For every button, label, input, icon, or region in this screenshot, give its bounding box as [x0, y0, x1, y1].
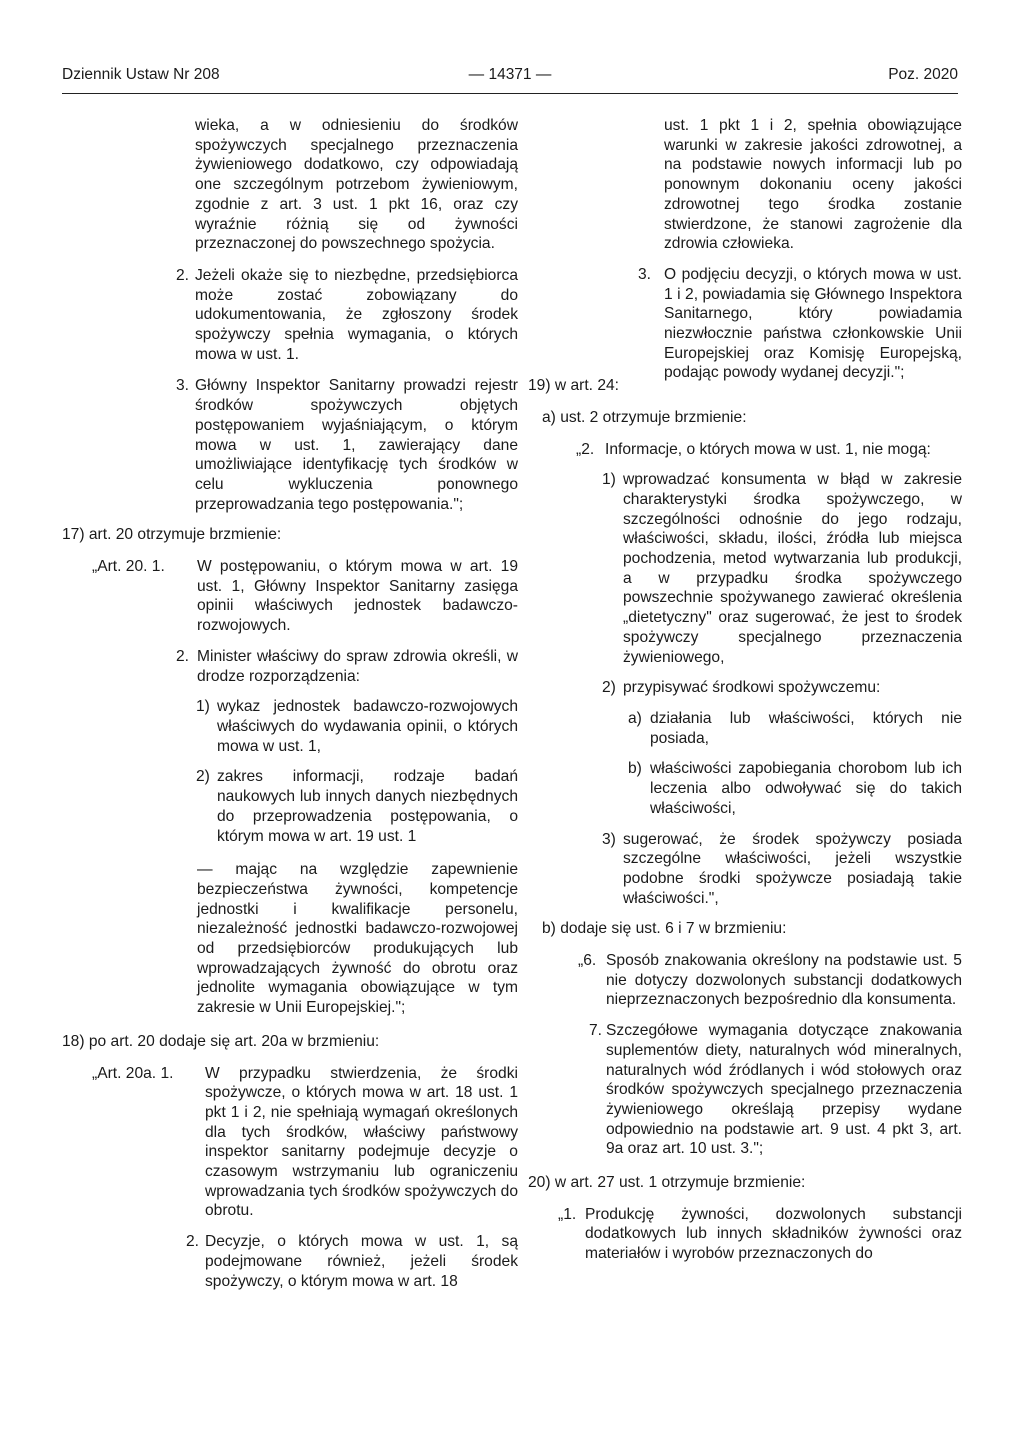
paragraph-number: 3. [176, 377, 190, 395]
item-heading: 20) w art. 27 ust. 1 otrzymuje brzmienie: [528, 1174, 806, 1192]
point-number: 3) [602, 830, 616, 848]
point-number: 2) [602, 679, 616, 697]
header-rule [62, 93, 958, 94]
ust-2-point-2 [528, 678, 962, 698]
art-20-paragraph-2 [62, 647, 518, 686]
letter-text: działania lub właściwości, których nie posiada, [650, 709, 962, 747]
paragraph-3 [62, 376, 518, 514]
right-column [528, 116, 962, 1275]
paragraph-2 [62, 266, 518, 365]
ust-7 [528, 1021, 962, 1159]
item-heading: 18) po art. 20 dodaje się art. 20a w brzmieniu: [62, 1032, 380, 1050]
paragraph-text: W przypadku stwierdzenia, że środki spożywcze, o których mowa w art. 18 ust. 1 pkt 1 i 2, nie spełniają wymagań określonych dla tych środków, właściwy państwowy inspektor sanitarny podejmuje decyzje o czasowym wstrzymaniu lub ograniczeniu wprowadzania tych środków spożywczych do obrotu. [205, 1064, 518, 1220]
position-number: Poz. 2020 [888, 66, 958, 83]
paragraph-text: O podjęciu decyzji, o których mowa w ust. 1 i 2, powiadamia się Głównego Inspektora Sanitarnego, który powiadamia niezwłocznie państwa członkowskie Unii Europejskiej oraz Komisję Europejską, podając powody wydanej decyzji."; [664, 265, 962, 382]
point-text: wykaz jednostek badawczo-rozwojowych właściwych do wydawania opinii, o których mowa w ust. 1, [217, 698, 518, 755]
paragraph-text: — mając na względzie zapewnienie bezpieczeństwa żywności, kompetencje jednostki i kwalifikacje personelu, niezależność jednostki badawczo-rozwojowej od przedsiębiorców produkujących lub wprowadzających żywność do obrotu oraz jednolite wymagania obowiązujące w tym zakresie w Unii Europejskiej."; [197, 861, 518, 1017]
page-number: — 14371 — [468, 66, 552, 83]
amendment-item-18 [62, 1032, 518, 1052]
ust-2-point-1 [528, 470, 962, 667]
point-text: zakres informacji, rodzaje badań naukowych lub innych danych niezbędnych do przeprowadzenia postępowania, o którym mowa w art. 19 ust. 1 [217, 768, 518, 845]
art-20a-paragraph-1 [62, 1064, 518, 1222]
art-27-ust-1 [528, 1205, 962, 1264]
art-20a-paragraph-2 [62, 1232, 518, 1291]
point-number: 1) [196, 698, 210, 716]
item-heading: 19) w art. 24: [528, 377, 620, 395]
paragraph-text: W postępowaniu, o którym mowa w art. 19 ust. 1, Główny Inspektor Sanitarny zasięga opinii właściwych jednostek badawczo-rozwojowych. [197, 558, 518, 635]
journal-title: Dziennik Ustaw Nr 208 [62, 66, 220, 83]
paragraph-text: wieka, a w odniesieniu do środków spożywczych specjalnego przeznaczenia żywieniowego dodatkowo, czy odpowiadają one szczególnym potrzebom żywieniowym, zgodnie z art. 3 ust. 1 pkt 16, oraz czy wyraźnie różnią się od żywności przeznaczonej do powszechnego spożycia. [195, 117, 518, 253]
ust-2-point-2a [528, 709, 962, 748]
article-number: „Art. 20a. 1. [92, 1064, 174, 1082]
item-heading: 17) art. 20 otrzymuje brzmienie: [62, 526, 282, 544]
paragraph-number: „1. [558, 1205, 577, 1223]
art-20-point-1 [62, 697, 518, 756]
page-header [62, 66, 958, 88]
continued-paragraph [528, 116, 962, 254]
art-20-paragraph-1 [62, 557, 518, 636]
article-number: „Art. 20. 1. [92, 558, 165, 576]
paragraph-number: 7. [589, 1022, 603, 1040]
ust-6 [528, 951, 962, 1010]
sub-item-heading: b) dodaje się ust. 6 i 7 w brzmieniu: [542, 920, 787, 938]
paragraph-3 [528, 265, 962, 383]
item-19a [528, 408, 962, 428]
paragraph-number: 2. [186, 1233, 200, 1251]
paragraph-number: „2. [576, 440, 595, 458]
paragraph-text: Szczegółowe wymagania dotyczące znakowania suplementów diety, naturalnych wód mineralnych, naturalnych wód źródlanych i wód stołowych oraz środków spożywczych specjalnego przeznaczenia żywieniowego określają przepisy wydane odpowiednio na podstawie art. 9 ust. 4 pkt 3, art. 9a oraz art. 10 ust. 3."; [606, 1022, 962, 1158]
left-column [62, 116, 518, 1302]
paragraph-number: „6. [578, 952, 597, 970]
point-number: 1) [602, 471, 616, 489]
paragraph-text: ust. 1 pkt 1 i 2, spełnia obowiązujące warunki w zakresie jakości zdrowotnej, a na podstawie nowych informacji lub po ponownym dokonaniu oceny jakości zdrowotnej tego środka zostanie stwierdzone, że stanowi zagrożenie dla zdrowia człowieka. [664, 117, 962, 253]
letter-text: właściwości zapobiegania chorobom lub ich leczenia albo odwoływać się do takich właściwości, [650, 760, 962, 817]
ust-2-point-3 [528, 830, 962, 909]
paragraph-text: Jeżeli okaże się to niezbędne, przedsiębiorca może zostać zobowiązany do udokumentowania, że zgłoszony środek spożywczy spełnia wymagania, o których mowa w ust. 1. [195, 266, 518, 363]
continued-paragraph [62, 116, 518, 254]
letter-number: b) [628, 760, 642, 778]
art-20-point-2 [62, 767, 518, 846]
paragraph-number: 2. [176, 647, 190, 665]
paragraph-text: Minister właściwy do spraw zdrowia określi, w drodze rozporządzenia: [197, 647, 518, 685]
paragraph-text: Sposób znakowania określony na podstawie ust. 5 nie dotyczy dozwolonych substancji dodatkowych nieprzeznaczonych bezpośrednio dla konsumenta. [606, 952, 962, 1009]
amendment-item-20 [528, 1173, 962, 1193]
sub-item-heading: a) ust. 2 otrzymuje brzmienie: [542, 408, 747, 426]
point-text: wprowadzać konsumenta w błąd w zakresie charakterystyki środka spożywczego, w szczególności odnośnie do jego rodzaju, właściwości, składu, ilości, źródła lub miejsca pochodzenia, metod wytwarzania lub produkcji, a w przypadku środka spożywczego powszechnie spożywanego zawierać określenia „dietetyczny" oraz sugerować, że jest to środek spożywczy specjalnego przeznaczenia żywieniowego, [623, 471, 962, 666]
paragraph-text: Decyzje, o których mowa w ust. 1, są podejmowane również, jeżeli środek spożywczy, o którym mowa w art. 18 [205, 1233, 518, 1290]
amendment-item-17 [62, 525, 518, 545]
ust-2-point-2b [528, 759, 962, 818]
paragraph-text: Informacje, o których mowa w ust. 1, nie mogą: [605, 440, 931, 458]
letter-number: a) [628, 709, 642, 727]
art-20-closing-text [62, 860, 518, 1018]
paragraph-number: 3. [638, 265, 652, 283]
ust-2 [528, 440, 962, 460]
point-text: sugerować, że środek spożywczy posiada szczególne właściwości, jeżeli wszystkie podobne środki spożywcze posiadają takie właściwości.", [623, 830, 962, 907]
item-19b [528, 919, 962, 939]
paragraph-number: 2. [176, 266, 190, 284]
paragraph-text: Główny Inspektor Sanitarny prowadzi rejestr środków spożywczych objętych postępowaniem wyjaśniającym, o którym mowa w ust. 1, zawierający dane umożliwiające identyfikację tych środków w celu wykluczenia ponownego przeprowadzania tego postępowania."; [195, 377, 518, 513]
point-text: przypisywać środkowi spożywczemu: [623, 679, 881, 697]
amendment-item-19 [528, 376, 962, 396]
point-number: 2) [196, 768, 210, 786]
paragraph-text: Produkcję żywności, dozwolonych substancji dodatkowych lub innych składników żywności oraz materiałów i wyrobów przeznaczonych do [585, 1205, 962, 1263]
